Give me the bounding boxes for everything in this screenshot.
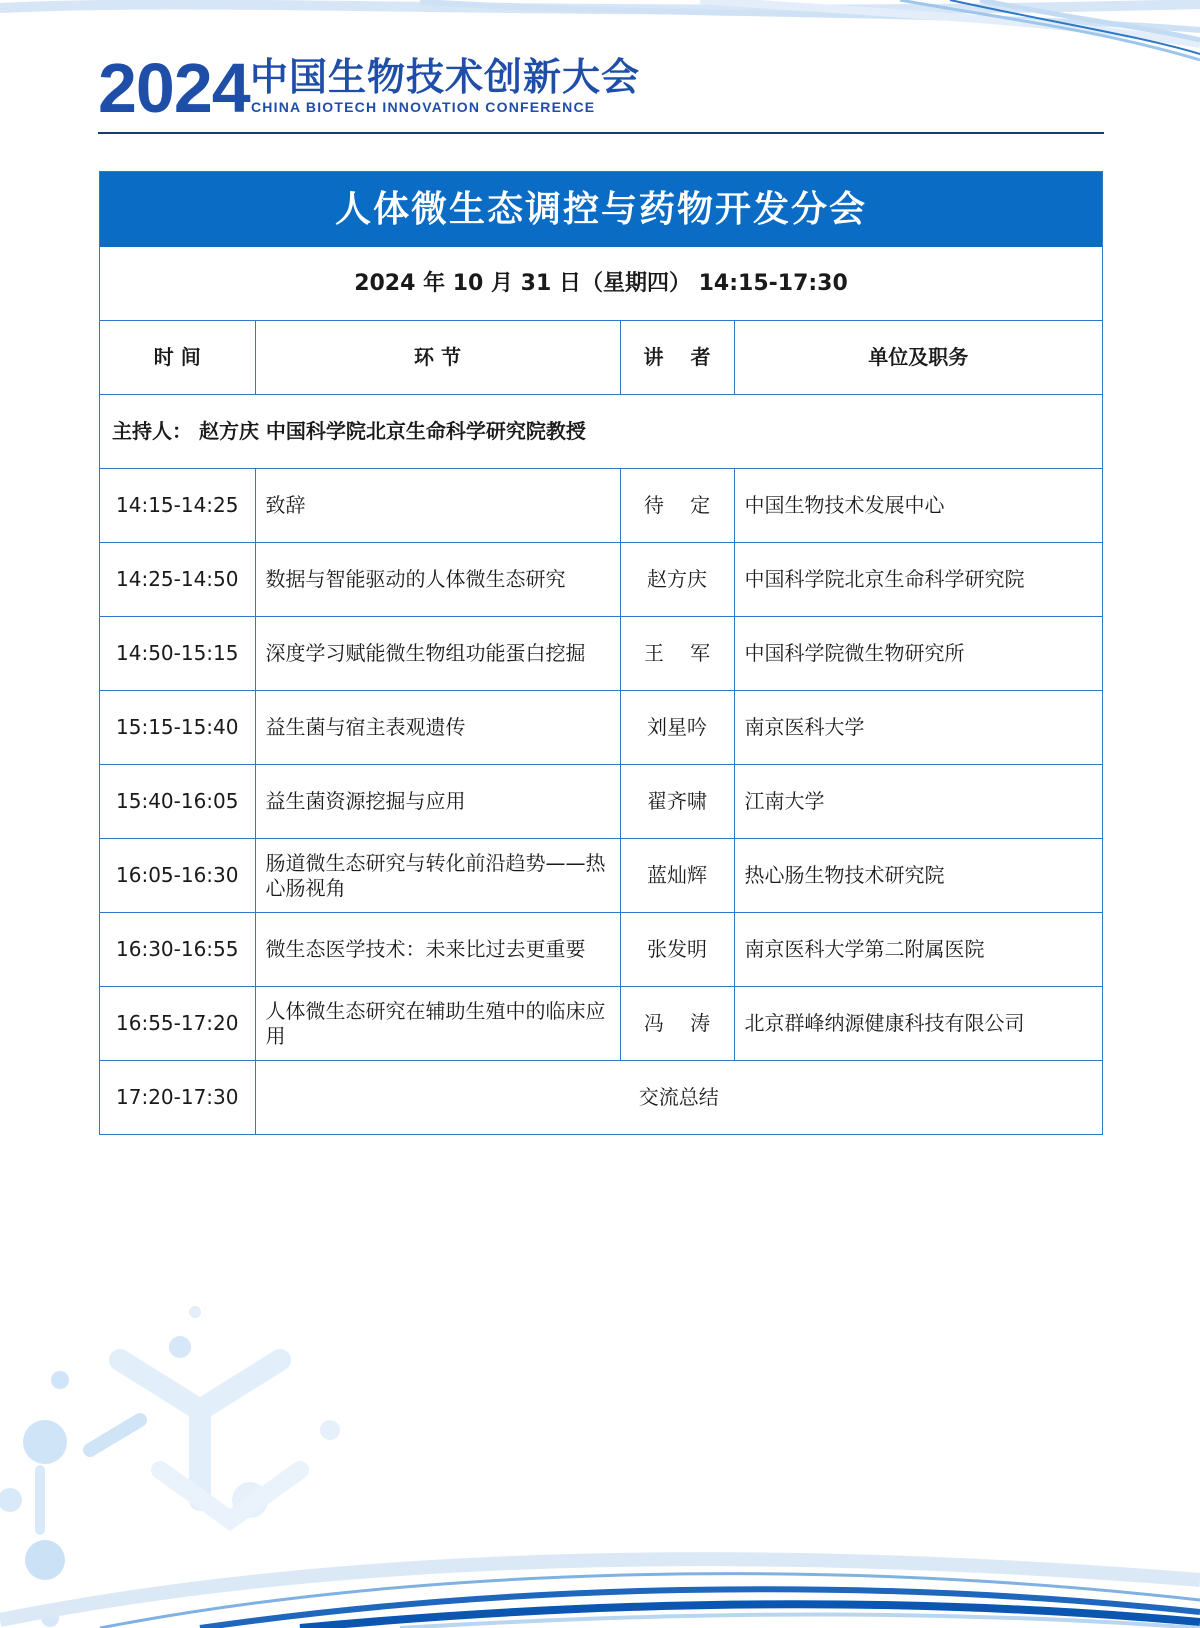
column-header-time: 时 间 xyxy=(100,321,255,395)
column-header-speaker: 讲 者 xyxy=(620,321,734,395)
session-time: 14:25-14:50 xyxy=(100,543,255,617)
header-row xyxy=(100,321,1102,395)
session-time: 16:55-17:20 xyxy=(100,987,255,1061)
session-topic: 微生态医学技术：未来比过去更重要 xyxy=(255,913,620,987)
session-speaker: 刘星吟 xyxy=(620,691,734,765)
session-speaker: 王 军 xyxy=(620,617,734,691)
host-info: 主持人： 赵方庆 中国科学院北京生命科学研究院教授 xyxy=(100,395,1102,469)
session-topic: 益生菌与宿主表观遗传 xyxy=(255,691,620,765)
session-speaker: 翟齐啸 xyxy=(620,765,734,839)
logo-chinese-name: 中国生物技术创新大会 xyxy=(250,55,641,99)
table-row xyxy=(100,987,1102,1061)
session-time: 15:40-16:05 xyxy=(100,765,255,839)
session-organization: 中国科学院北京生命科学研究院 xyxy=(734,543,1102,617)
session-time: 14:15-14:25 xyxy=(100,469,255,543)
session-time: 16:30-16:55 xyxy=(100,913,255,987)
date-row xyxy=(100,247,1102,321)
host-row xyxy=(100,395,1102,469)
session-topic: 人体微生态研究在辅助生殖中的临床应用 xyxy=(255,987,620,1061)
session-speaker: 蓝灿辉 xyxy=(620,839,734,913)
session-organization: 中国生物技术发展中心 xyxy=(734,469,1102,543)
table-row xyxy=(100,543,1102,617)
closing-label: 交流总结 xyxy=(255,1061,1102,1135)
session-speaker: 冯 涛 xyxy=(620,987,734,1061)
session-time: 17:20-17:30 xyxy=(100,1061,255,1135)
table-row xyxy=(100,913,1102,987)
session-topic: 数据与智能驱动的人体微生态研究 xyxy=(255,543,620,617)
session-organization: 南京医科大学第二附属医院 xyxy=(734,913,1102,987)
session-title: 人体微生态调控与药物开发分会 xyxy=(100,172,1102,247)
session-topic: 致辞 xyxy=(255,469,620,543)
session-date: 2024 年 10 月 31 日（星期四） 14:15-17:30 xyxy=(100,247,1102,321)
session-speaker: 张发明 xyxy=(620,913,734,987)
session-organization: 中国科学院微生物研究所 xyxy=(734,617,1102,691)
session-organization: 江南大学 xyxy=(734,765,1102,839)
table-row xyxy=(100,469,1102,543)
session-speaker: 待 定 xyxy=(620,469,734,543)
logo-year: 2024 xyxy=(98,49,250,127)
table-row xyxy=(100,691,1102,765)
bottom-wave-decoration xyxy=(0,1559,1200,1628)
session-time: 16:05-16:30 xyxy=(100,839,255,913)
session-topic: 益生菌资源挖掘与应用 xyxy=(255,765,620,839)
session-time: 14:50-15:15 xyxy=(100,617,255,691)
column-header-organization: 单位及职务 xyxy=(734,321,1102,395)
column-header-topic: 环 节 xyxy=(255,321,620,395)
session-organization: 北京群峰纳源健康科技有限公司 xyxy=(734,987,1102,1061)
table-row xyxy=(100,617,1102,691)
session-organization: 南京医科大学 xyxy=(734,691,1102,765)
session-topic: 肠道微生态研究与转化前沿趋势——热心肠视角 xyxy=(255,839,620,913)
closing-row xyxy=(100,1061,1102,1135)
table-row xyxy=(100,765,1102,839)
conference-header xyxy=(98,49,1104,134)
session-organization: 热心肠生物技术研究院 xyxy=(734,839,1102,913)
agenda-table-container xyxy=(99,171,1103,1135)
session-time: 15:15-15:40 xyxy=(100,691,255,765)
session-speaker: 赵方庆 xyxy=(620,543,734,617)
session-topic: 深度学习赋能微生物组功能蛋白挖掘 xyxy=(255,617,620,691)
agenda-table xyxy=(100,247,1102,1134)
logo-english-name: CHINA BIOTECH INNOVATION CONFERENCE xyxy=(251,99,596,115)
table-row xyxy=(100,839,1102,913)
